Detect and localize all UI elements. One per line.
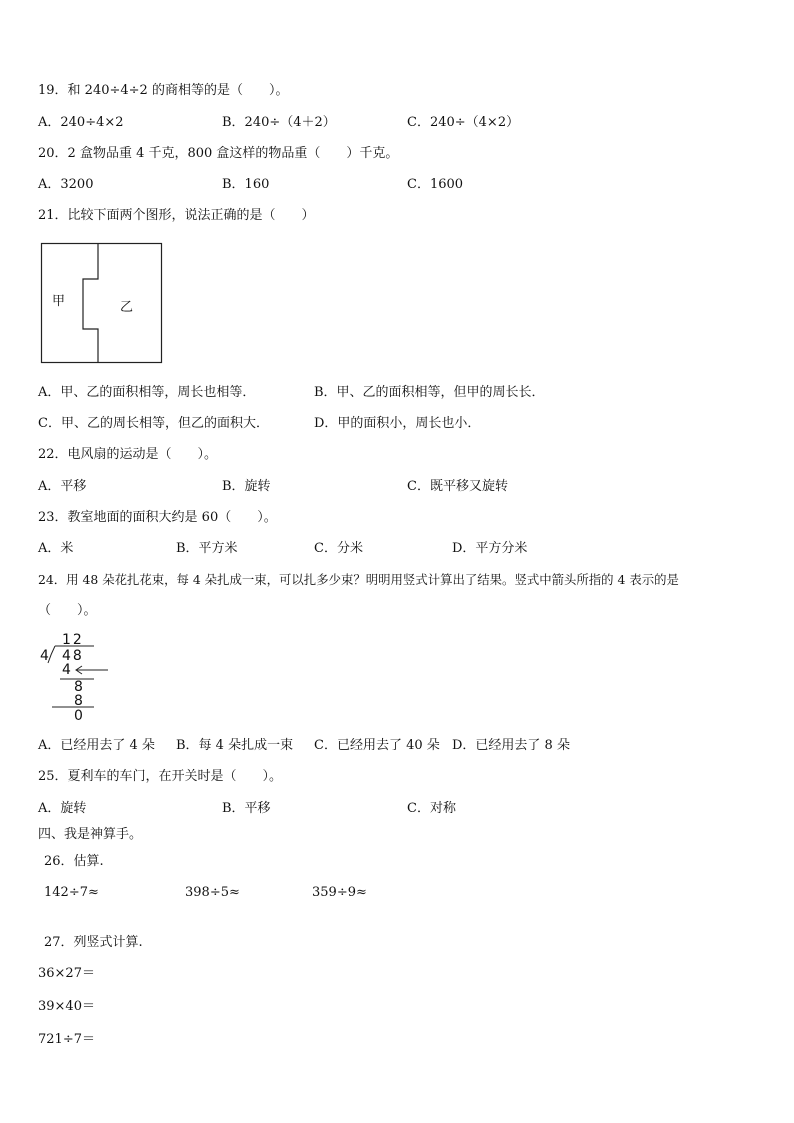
q24-stem-line1: 24．用 48 朵花扎花束，每 4 朵扎成一束，可以扎多少束？明明用竖式计算出了结果。竖式中箭头所指的 4 表示的是 (38, 572, 679, 587)
q21-option-a: A．甲、乙的面积相等，周长也相等． (38, 385, 256, 400)
q21-option-d: D．甲的面积小，周长也小． (314, 416, 481, 431)
remainder: 0 (74, 708, 83, 724)
divisor: 4 (40, 648, 49, 664)
q22-stem: 22．电风扇的运动是（ ）。 (38, 447, 218, 462)
q26-item-1: 142÷7≈ (44, 885, 99, 900)
q25-stem: 25．夏利车的车门，在开关时是（ ）。 (38, 769, 283, 784)
q22-option-b: B．旋转 (222, 479, 271, 494)
q24-option-b: B．每 4 朵扎成一束 (176, 738, 294, 753)
q19-option-a: A．240÷4×2 (38, 115, 124, 130)
quotient: 12 (62, 632, 84, 648)
q20-option-a: A．3200 (38, 177, 94, 192)
q27-item-1: 36×27＝ (38, 966, 95, 981)
q22-option-c: C．既平移又旋转 (407, 479, 508, 494)
q19-stem: 19．和 240÷4÷2 的商相等的是（ ）。 (38, 83, 289, 98)
q23-stem: 23．教室地面的面积大约是 60（ ）。 (38, 510, 277, 525)
step-1-value: 4 (62, 662, 71, 678)
q23-option-d: D．平方分米 (452, 541, 528, 556)
divider-line (83, 244, 98, 363)
q21-stem: 21．比较下面两个图形，说法正确的是（ ） (38, 208, 315, 223)
q24-stem-line2: （ ）。 (38, 603, 97, 618)
q24-option-a: A．已经用去了 4 朵 (38, 738, 155, 753)
q25-option-a: A．旋转 (38, 801, 87, 816)
division-bracket (48, 646, 55, 663)
q27-stem: 27．列竖式计算. (44, 935, 143, 950)
q21-option-c: C．甲、乙的周长相等，但乙的面积大． (38, 416, 269, 431)
q19-option-b: B．240÷（4＋2） (222, 115, 336, 130)
long-division-figure (36, 630, 116, 726)
q24-option-c: C．已经用去了 40 朵 (314, 738, 440, 753)
step-3-value: 8 (74, 693, 83, 709)
q21-figure (40, 242, 164, 364)
q26-item-3: 359÷9≈ (312, 885, 367, 900)
dividend: 48 (62, 648, 84, 664)
q25-option-b: B．平移 (222, 801, 271, 816)
q21-option-b: B．甲、乙的面积相等，但甲的周长长． (314, 385, 545, 400)
q19-option-c: C．240÷（4×2） (407, 115, 520, 130)
q23-option-c: C．分米 (314, 541, 363, 556)
section-4-title: 四、我是神算手。 (38, 827, 143, 842)
q23-option-b: B．平方米 (176, 541, 238, 556)
q20-stem: 20．2 盒物品重 4 千克，800 盒这样的物品重（ ）千克。 (38, 146, 399, 161)
q25-option-c: C．对称 (407, 801, 456, 816)
q20-option-b: B．160 (222, 177, 270, 192)
q24-option-d: D．已经用去了 8 朵 (452, 738, 570, 753)
q26-stem: 26．估算. (44, 854, 104, 869)
label-jia: 甲 (52, 294, 66, 309)
q23-option-a: A．米 (38, 541, 74, 556)
q27-item-2: 39×40＝ (38, 999, 95, 1014)
q27-item-3: 721÷7＝ (38, 1032, 95, 1047)
q26-item-2: 398÷5≈ (185, 885, 240, 900)
step-2-value: 8 (74, 679, 83, 695)
label-yi: 乙 (120, 300, 134, 315)
q20-option-c: C．1600 (407, 177, 464, 192)
q22-option-a: A．平移 (38, 479, 87, 494)
